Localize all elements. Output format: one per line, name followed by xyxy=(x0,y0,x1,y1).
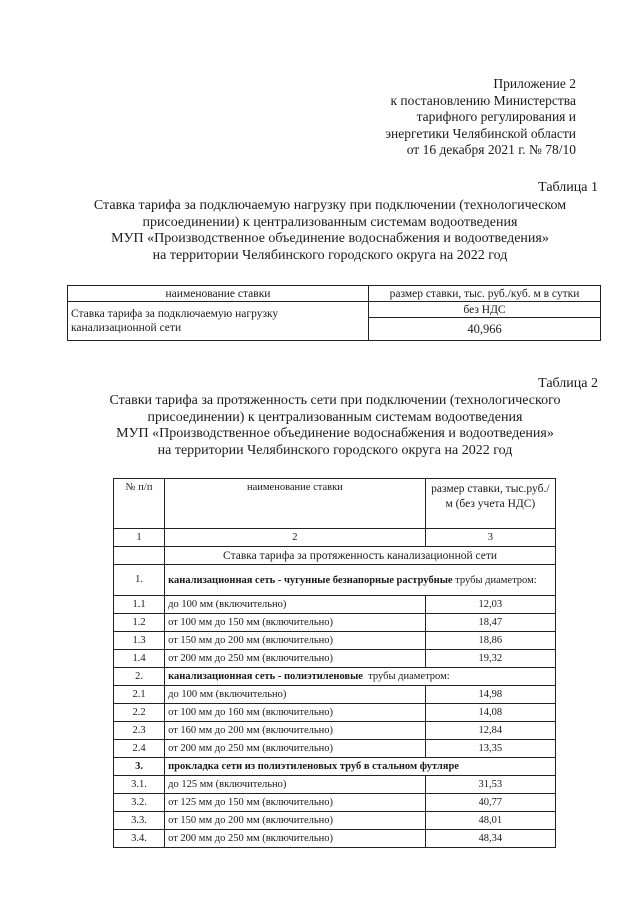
table2-section-num xyxy=(114,547,165,565)
annex-block xyxy=(320,76,576,159)
group-title xyxy=(165,758,556,776)
table-row-name: от 100 мм до 150 мм (включительно) xyxy=(165,614,426,632)
table2-header-num: № п/п xyxy=(114,479,165,529)
table2-col-index: 2 xyxy=(165,529,426,547)
table2-header-value: размер ставки, тыс.руб./м (без учета НДС) xyxy=(425,479,555,529)
table2-title-line: на территории Челябинского городского округа на 2022 год xyxy=(157,442,513,458)
group-title-bold: канализационная сеть - полиэтиленовые xyxy=(168,670,363,682)
table1-title-line: МУП «Производственное объединение водоснабжения и водоотведения» xyxy=(111,231,549,247)
table-row-num: 1.3 xyxy=(114,632,165,650)
table-row-name: от 200 мм до 250 мм (включительно) xyxy=(165,830,426,848)
annex-line: энергетики Челябинской области xyxy=(385,125,576,141)
table-row-value: 12,84 xyxy=(425,722,555,740)
table1-header-value: размер ставки, тыс. руб./куб. м в сутки xyxy=(369,286,601,302)
group-title-bold: канализационная сеть - чугунные безнапорные раструбные xyxy=(168,574,453,586)
table2-col-index: 3 xyxy=(425,529,555,547)
table-row-num: 1.1 xyxy=(114,596,165,614)
group-num: 3. xyxy=(114,758,165,776)
table2-title-line: присоединении) к централизованным системам водоотведения xyxy=(147,409,523,425)
table-row-name: от 100 мм до 160 мм (включительно) xyxy=(165,704,426,722)
table-row-name: от 150 мм до 200 мм (включительно) xyxy=(165,632,426,650)
table-row-name: от 125 мм до 150 мм (включительно) xyxy=(165,794,426,812)
table2-label: Таблица 2 xyxy=(538,376,598,391)
table1-header-name: наименование ставки xyxy=(68,286,369,302)
annex-line: к постановлению Министерства xyxy=(390,92,576,108)
table-row-value: 40,77 xyxy=(425,794,555,812)
table-row-value: 31,53 xyxy=(425,776,555,794)
table1-row-name: Ставка тарифа за подключаемую нагрузку канализационной сети xyxy=(68,302,369,341)
table1-row-value: 40,966 xyxy=(369,318,601,341)
table2-col-index: 1 xyxy=(114,529,165,547)
table2-header-name: наименование ставки xyxy=(165,479,426,529)
table-row-value: 13,35 xyxy=(425,740,555,758)
table1-label: Таблица 1 xyxy=(538,180,598,195)
table2 xyxy=(113,478,556,848)
table-row-num: 2.4 xyxy=(114,740,165,758)
table1 xyxy=(67,285,601,341)
table-row-value: 18,47 xyxy=(425,614,555,632)
table-row-num: 3.2. xyxy=(114,794,165,812)
table-row-value: 12,03 xyxy=(425,596,555,614)
table-row-name: от 150 мм до 200 мм (включительно) xyxy=(165,812,426,830)
table-row-value: 19,32 xyxy=(425,650,555,668)
table-row-value: 14,08 xyxy=(425,704,555,722)
group-title xyxy=(165,668,556,686)
table-row-value: 48,01 xyxy=(425,812,555,830)
table-row-name: до 125 мм (включительно) xyxy=(165,776,426,794)
table2-title-line: МУП «Производственное объединение водоснабжения и водоотведения» xyxy=(116,426,554,442)
table-row-num: 2.1 xyxy=(114,686,165,704)
table2-title-line: Ставки тарифа за протяженность сети при подключении (технологического xyxy=(109,393,561,408)
table1-header-value-sub: без НДС xyxy=(369,302,601,318)
table-row-value: 48,34 xyxy=(425,830,555,848)
table-row-num: 3.4. xyxy=(114,830,165,848)
table-row-name: до 100 мм (включительно) xyxy=(165,686,426,704)
table-row-value: 18,86 xyxy=(425,632,555,650)
table-row-num: 2.3 xyxy=(114,722,165,740)
table2-section-title: Ставка тарифа за протяженность канализационной сети xyxy=(165,547,556,565)
table1-title xyxy=(50,198,610,264)
group-title-bold: прокладка сети из полиэтиленовых труб в стальном футляре xyxy=(168,760,459,772)
group-title xyxy=(165,565,556,596)
group-title-rest: трубы диаметром: xyxy=(362,670,450,682)
table1-title-line: присоединении) к централизованным системам водоотведения xyxy=(142,214,518,230)
table-row-name: от 160 мм до 200 мм (включительно) xyxy=(165,722,426,740)
table-row-num: 1.2 xyxy=(114,614,165,632)
annex-line: от 16 декабря 2021 г. № 78/10 xyxy=(406,142,576,157)
table-row-num: 1.4 xyxy=(114,650,165,668)
group-title-rest: трубы диаметром: xyxy=(452,574,537,586)
table-row-name: до 100 мм (включительно) xyxy=(165,596,426,614)
table-row-num: 3.1. xyxy=(114,776,165,794)
table-row-num: 2.2 xyxy=(114,704,165,722)
group-num: 1. xyxy=(114,565,165,596)
table-row-name: от 200 мм до 250 мм (включительно) xyxy=(165,740,426,758)
table1-title-line: на территории Челябинского городского округа на 2022 год xyxy=(152,247,508,263)
table-row-name: от 200 мм до 250 мм (включительно) xyxy=(165,650,426,668)
table-row-value: 14,98 xyxy=(425,686,555,704)
annex-line: Приложение 2 xyxy=(493,76,576,91)
group-num: 2. xyxy=(114,668,165,686)
table2-title xyxy=(55,393,615,459)
table-row-num: 3.3. xyxy=(114,812,165,830)
annex-line: тарифного регулирования и xyxy=(416,109,576,124)
table1-title-line: Ставка тарифа за подключаемую нагрузку при подключении (технологическом xyxy=(93,198,567,213)
